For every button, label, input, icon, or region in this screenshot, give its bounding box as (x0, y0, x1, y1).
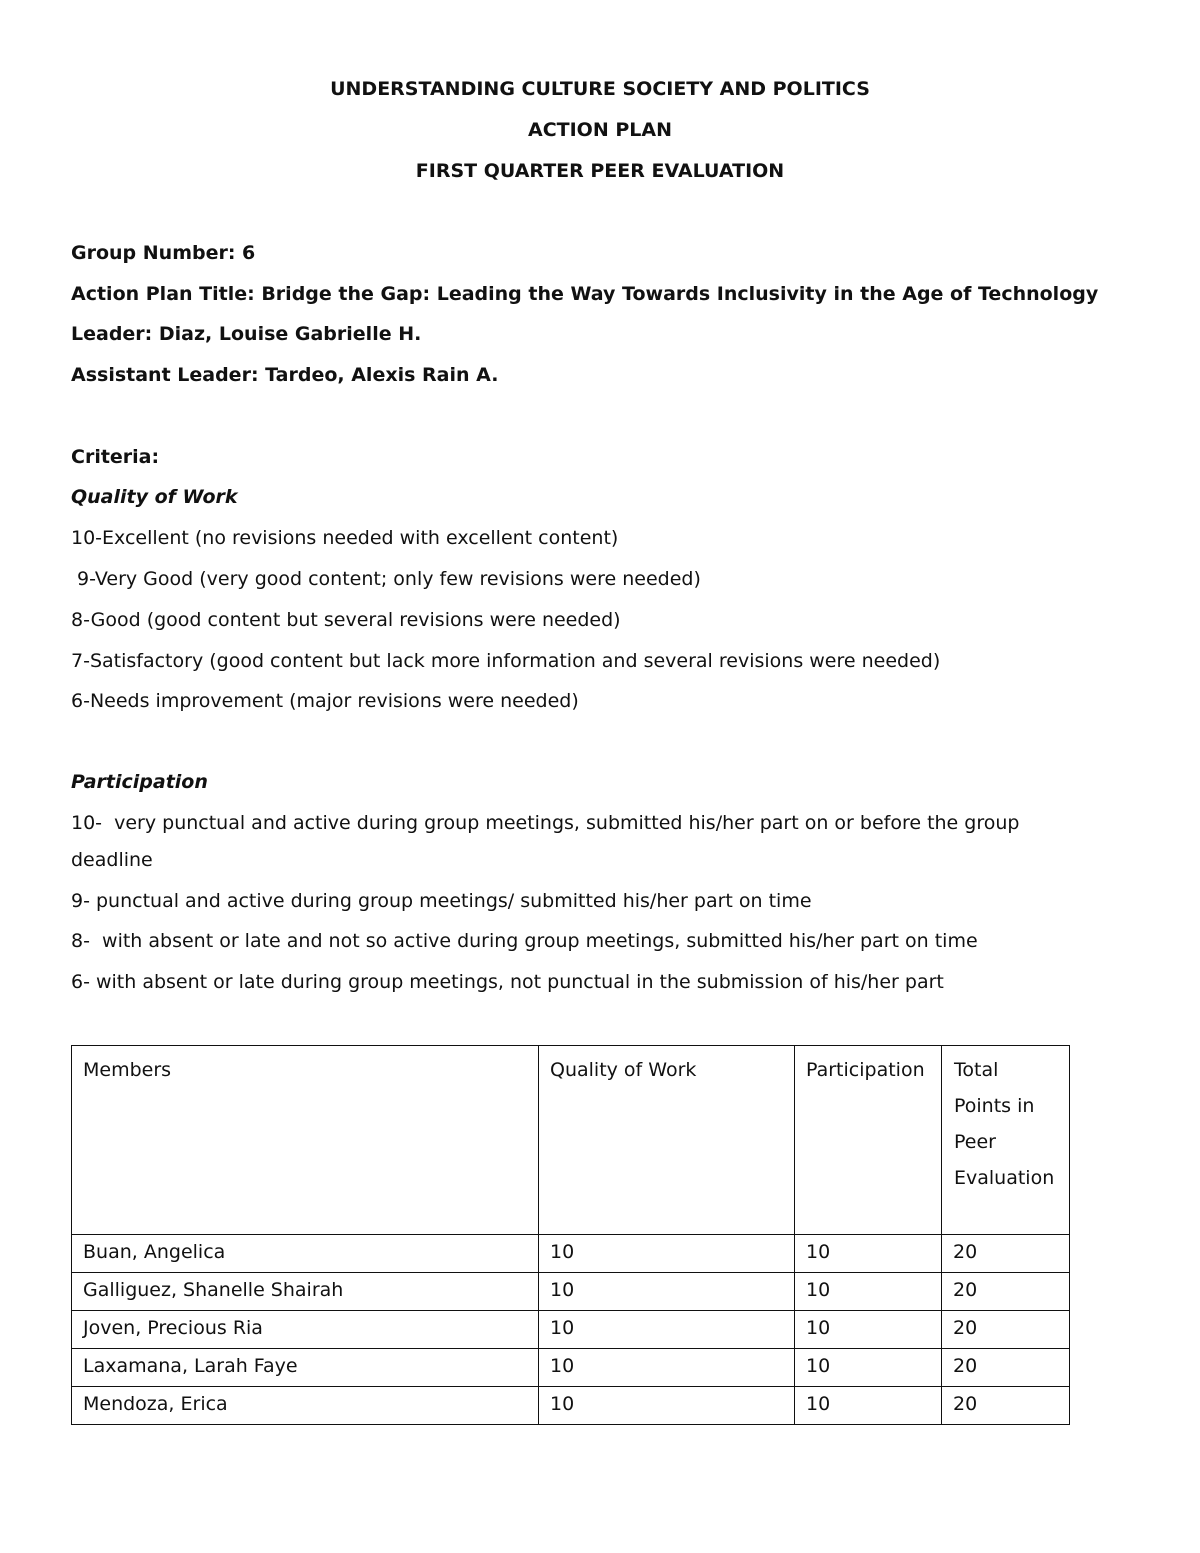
doc-title-subject: UNDERSTANDING CULTURE SOCIETY AND POLITICS (330, 78, 870, 100)
quality-item: 7-Satisfactory (good content but lack more information and several revisions were needed) (71, 650, 941, 672)
peer-evaluation-table (71, 1045, 1070, 1425)
member-name: Laxamana, Larah Faye (72, 1349, 539, 1387)
participation-score: 10 (795, 1273, 942, 1311)
quality-item: 6-Needs improvement (major revisions were needed) (71, 690, 579, 712)
leader: Leader: Diaz, Louise Gabrielle H. (71, 323, 422, 345)
member-name: Joven, Precious Ria (72, 1311, 539, 1349)
quality-score: 10 (539, 1349, 795, 1387)
header-participation: Participation (795, 1046, 942, 1235)
quality-item: 10-Excellent (no revisions needed with excellent content) (71, 527, 619, 549)
quality-item: 9-Very Good (very good content; only few revisions were needed) (71, 568, 701, 590)
quality-score: 10 (539, 1387, 795, 1425)
table-row (72, 1235, 1070, 1273)
action-plan-title: Action Plan Title: Bridge the Gap: Leading the Way Towards Inclusivity in the Age of Technology (71, 283, 1099, 305)
assistant-leader: Assistant Leader: Tardeo, Alexis Rain A. (71, 364, 499, 386)
quality-score: 10 (539, 1273, 795, 1311)
table-header-row (72, 1046, 1070, 1235)
criteria-heading: Criteria: (71, 446, 160, 468)
table-row (72, 1311, 1070, 1349)
member-name: Mendoza, Erica (72, 1387, 539, 1425)
quality-heading: Quality of Work (71, 486, 238, 508)
member-name: Buan, Angelica (72, 1235, 539, 1273)
header-members: Members (72, 1046, 539, 1235)
doc-title-type: ACTION PLAN (528, 119, 672, 141)
header-total-points: Total Points in Peer Evaluation (942, 1046, 1070, 1235)
table-row (72, 1349, 1070, 1387)
total-score: 20 (942, 1273, 1070, 1311)
table-row (72, 1273, 1070, 1311)
participation-item: 9- punctual and active during group meetings/ submitted his/her part on time (71, 890, 812, 912)
participation-item: 6- with absent or late during group meetings, not punctual in the submission of his/her part (71, 971, 944, 993)
quality-score: 10 (539, 1235, 795, 1273)
participation-item: 10- very punctual and active during group meetings, submitted his/her part on or before the group (71, 812, 1020, 834)
participation-score: 10 (795, 1311, 942, 1349)
doc-title-evaluation: FIRST QUARTER PEER EVALUATION (415, 160, 785, 182)
quality-score: 10 (539, 1311, 795, 1349)
total-score: 20 (942, 1311, 1070, 1349)
quality-item: 8-Good (good content but several revisions were needed) (71, 609, 621, 631)
participation-heading: Participation (71, 771, 208, 793)
total-score: 20 (942, 1349, 1070, 1387)
participation-score: 10 (795, 1387, 942, 1425)
member-name: Galliguez, Shanelle Shairah (72, 1273, 539, 1311)
participation-score: 10 (795, 1349, 942, 1387)
total-score: 20 (942, 1235, 1070, 1273)
total-score: 20 (942, 1387, 1070, 1425)
group-number: Group Number: 6 (71, 242, 256, 264)
participation-score: 10 (795, 1235, 942, 1273)
participation-item: 8- with absent or late and not so active during group meetings, submitted his/her part on time (71, 930, 978, 952)
header-quality-of-work: Quality of Work (539, 1046, 795, 1235)
table-row (72, 1387, 1070, 1425)
participation-item: deadline (71, 849, 153, 871)
